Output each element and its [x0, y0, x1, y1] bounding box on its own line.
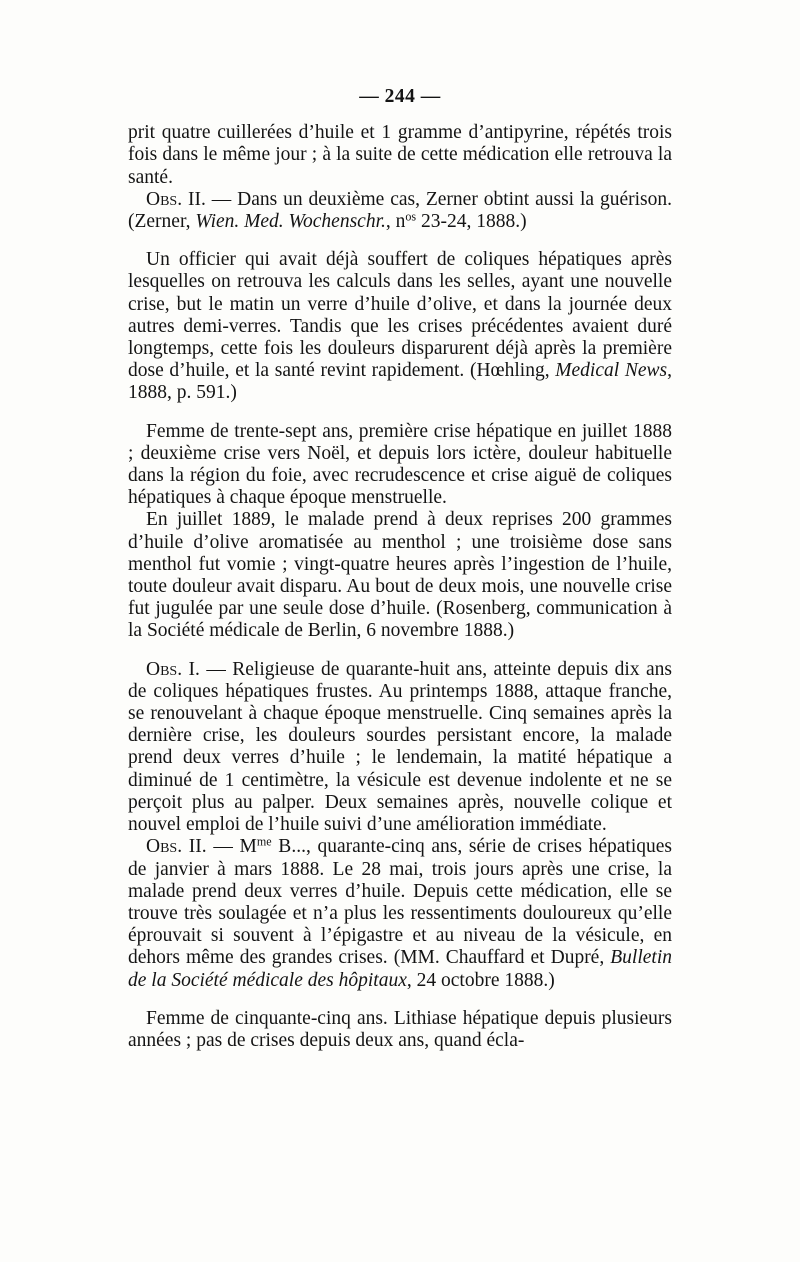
text-run: — Religieuse de quarante-huit ans, atteinte depuis dix ans de coliques hépatiques frustes. Au printemps 1888, attaque franche, se renouvelant à chaque époque menstruelle. Cinq semaines après la dernière crise, les douleurs sourdes persistant encore, la malade prend deux verres d’huile ; le lendemain, la matité hépatique a diminué de 1 centimètre, la vésicule est devenue indolente et ne se perçoit plus au palper. Deux semaines après, nouvelle colique et nouvel emploi de l’huile suivi d’une amélioration immédiate. — [128, 658, 672, 836]
paragraph — [128, 189, 672, 233]
citation-title: Bulletin de la Société médicale des hôpitaux — [128, 947, 672, 991]
observation-label: Obs. I. — [146, 658, 200, 680]
superscript: os — [405, 209, 417, 224]
observation-label: Obs. II. — [146, 836, 207, 858]
text-run: Femme de cinquante-cinq ans. Lithiase hépatique depuis plusieurs années ; pas de crises depuis deux ans, quand écla- — [128, 1007, 672, 1051]
text-run: Un officier qui avait déjà souffert de coliques hépatiques après lesquelles on retrouva les calculs dans les selles, ayant une nouvelle crise, but le matin un verre d’huile d’olive, et dans la journée deux autres demi-verres. Tandis que les crises précédentes avaient duré longtemps, cette fois les douleurs disparurent déjà après la première dose d’huile, et la santé revint rapidement. (Hœhling, — [128, 249, 672, 382]
text-run: — M — [206, 836, 257, 858]
citation-title: Medical News — [555, 360, 668, 382]
paragraph — [128, 122, 672, 189]
observation-label: Obs. II. — [146, 188, 206, 210]
paragraph — [128, 659, 672, 837]
superscript: me — [256, 834, 272, 849]
paragraph — [128, 421, 672, 510]
citation-title: Wien. Med. Wochenschr. — [195, 211, 386, 233]
text-run: Femme de trente-sept ans, première crise hépatique en juillet 1888 ; deuxième crise vers Noël, et depuis lors ictère, douleur habituelle dans la région du foie, avec recrudescence et crise aiguë de coliques hépatiques à chaque époque menstruelle. — [128, 420, 672, 509]
text-run: prit quatre cuillerées d’huile et 1 gramme d’antipyrine, répétés trois fois dans le même jour ; à la suite de cette médication elle retrouva la santé. — [128, 122, 672, 188]
text-run: 23-24, 1888.) — [416, 211, 527, 233]
text-run: — Dans un deuxième cas, Zerner obtint aussi la guérison. (Zerner, — [128, 188, 672, 233]
paragraph — [128, 509, 672, 642]
text-run: , n — [385, 211, 406, 233]
paragraph — [128, 249, 672, 404]
text-run: B..., quarante-cinq ans, série de crises hépatiques de janvier à mars 1888. Le 28 mai, trois jours après une crise, la malade prend deux verres d’huile. Depuis cette médication, elle se trouve très soulagée et n’a plus les ressentiments douloureux qu’elle éprouvait si souvent à l’épigastre et au niveau de la vésicule, en dehors même des grandes crises. (MM. Chauffard et Dupré, — [128, 836, 672, 969]
text-run: , 1888, p. 591.) — [128, 360, 672, 404]
paragraph — [128, 836, 672, 991]
page-number: — 244 — — [359, 86, 441, 107]
page-text — [128, 86, 672, 1052]
text-run: , 24 octobre 1888.) — [406, 969, 555, 991]
paragraph — [128, 1008, 672, 1052]
text-run: En juillet 1889, le malade prend à deux reprises 200 grammes d’huile d’olive aromatisée au menthol ; une troisième dose sans menthol fut vomie ; vingt-quatre heures après l’ingestion de l’huile, toute douleur avait disparu. Au bout de deux mois, une nouvelle crise fut jugulée par une seule dose d’huile. (Rosenberg, communication à la Société médicale de Berlin, 6 novembre 1888.) — [128, 509, 672, 642]
body-text — [128, 122, 672, 1052]
